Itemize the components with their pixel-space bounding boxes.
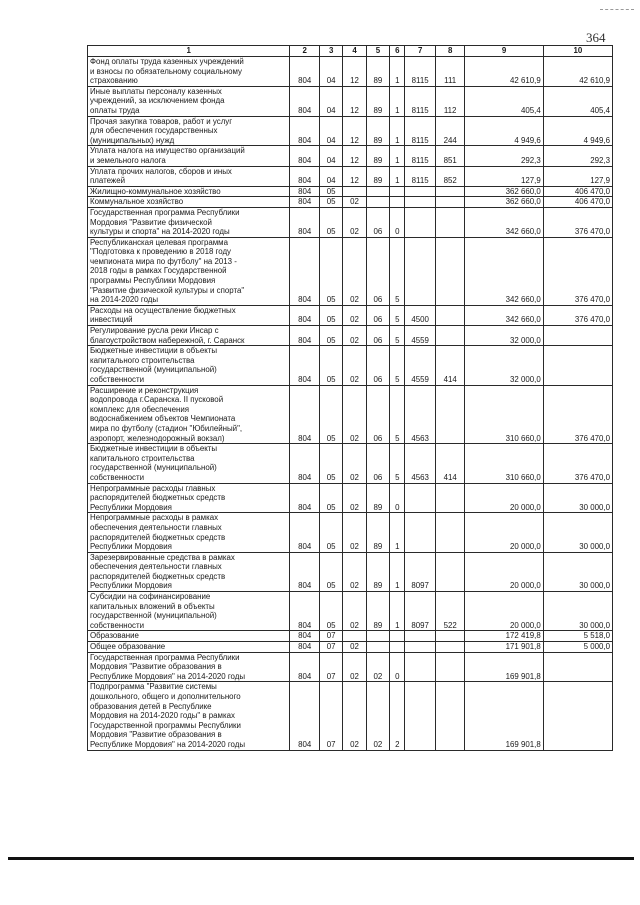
col-program-cell: 89 xyxy=(366,86,389,116)
col-amount-2017-cell: 376 470,0 xyxy=(543,207,612,237)
col-program-cell xyxy=(366,186,389,197)
col-subprogram-cell: 1 xyxy=(390,166,405,186)
row-name-cell: Уплата прочих налогов, сборов и иных платежей xyxy=(88,166,290,186)
col-ministry-cell: 804 xyxy=(290,444,320,483)
col-amount-2016-cell: 42 610,9 xyxy=(465,57,543,87)
col-ministry-cell: 804 xyxy=(290,326,320,346)
col-ministry-cell: 804 xyxy=(290,146,320,166)
col-amount-2016-cell: 342 660,0 xyxy=(465,207,543,237)
row-name-cell: Фонд оплаты труда казенных учреждений и взносы по обязательному социальному страхованию xyxy=(88,57,290,87)
col-subprogram-cell: 1 xyxy=(390,146,405,166)
col-section-cell: 07 xyxy=(319,652,342,682)
col-subsection-cell: 02 xyxy=(343,207,366,237)
row-name-cell: Иные выплаты персоналу казенных учреждений, за исключением фонда оплаты труда xyxy=(88,86,290,116)
col-expense-type-cell xyxy=(435,682,465,750)
col-article-cell: 8115 xyxy=(405,116,436,146)
col-amount-2016-cell: 171 901,8 xyxy=(465,642,543,653)
col-subprogram-cell: 5 xyxy=(390,326,405,346)
col-subsection-cell: 12 xyxy=(343,146,366,166)
table-row xyxy=(88,197,613,208)
col-expense-type-cell: 112 xyxy=(435,86,465,116)
col-ministry-cell: 804 xyxy=(290,186,320,197)
col-subprogram-cell: 1 xyxy=(390,57,405,87)
col-article-cell xyxy=(405,642,436,653)
col-section-cell: 05 xyxy=(319,513,342,552)
col-expense-type-cell xyxy=(435,197,465,208)
table-body xyxy=(88,57,613,751)
row-name-cell: Образование xyxy=(88,631,290,642)
col-ministry-cell: 804 xyxy=(290,116,320,146)
table-row xyxy=(88,326,613,346)
col-ministry-cell: 804 xyxy=(290,237,320,305)
row-name-cell: Республиканская целевая программа "Подготовка к проведению в 2018 году чемпионата мира по футболу" на 2013 - 2018 годы в рамках Государственной программы Республики Мордовия "Развитие физической культуры и спорта" на 2014-2020 годы xyxy=(88,237,290,305)
col-ministry-cell: 804 xyxy=(290,483,320,513)
col-section-cell: 05 xyxy=(319,483,342,513)
col-expense-type-cell xyxy=(435,552,465,591)
col-subprogram-cell: 5 xyxy=(390,385,405,444)
col-amount-2017-cell: 406 470,0 xyxy=(543,186,612,197)
table-row xyxy=(88,385,613,444)
column-header: 1 xyxy=(88,46,290,57)
col-amount-2016-cell: 127,9 xyxy=(465,166,543,186)
col-amount-2016-cell: 20 000,0 xyxy=(465,552,543,591)
column-header: 3 xyxy=(319,46,342,57)
col-amount-2017-cell: 30 000,0 xyxy=(543,513,612,552)
col-program-cell xyxy=(366,631,389,642)
table-row xyxy=(88,592,613,631)
col-ministry-cell: 804 xyxy=(290,385,320,444)
col-article-cell xyxy=(405,513,436,552)
table-header xyxy=(88,46,613,57)
col-subsection-cell xyxy=(343,186,366,197)
col-program-cell: 06 xyxy=(366,326,389,346)
col-ministry-cell: 804 xyxy=(290,207,320,237)
col-program-cell: 06 xyxy=(366,207,389,237)
row-name-cell: Коммунальное хозяйство xyxy=(88,197,290,208)
col-expense-type-cell xyxy=(435,483,465,513)
col-subprogram-cell xyxy=(390,186,405,197)
col-expense-type-cell xyxy=(435,385,465,444)
col-article-cell xyxy=(405,652,436,682)
col-program-cell: 89 xyxy=(366,483,389,513)
col-subprogram-cell: 1 xyxy=(390,513,405,552)
col-amount-2017-cell: 30 000,0 xyxy=(543,592,612,631)
col-amount-2017-cell: 292,3 xyxy=(543,146,612,166)
col-amount-2017-cell: 376 470,0 xyxy=(543,444,612,483)
col-subsection-cell: 02 xyxy=(343,483,366,513)
footer-rule xyxy=(8,857,634,860)
col-article-cell xyxy=(405,483,436,513)
col-section-cell: 05 xyxy=(319,552,342,591)
col-article-cell: 4563 xyxy=(405,385,436,444)
col-expense-type-cell xyxy=(435,237,465,305)
col-article-cell xyxy=(405,631,436,642)
col-program-cell: 89 xyxy=(366,166,389,186)
row-name-cell: Непрограммные расходы главных распорядителей бюджетных средств Республики Мордовия xyxy=(88,483,290,513)
col-expense-type-cell: 852 xyxy=(435,166,465,186)
col-article-cell: 4563 xyxy=(405,444,436,483)
col-amount-2017-cell: 376 470,0 xyxy=(543,237,612,305)
col-amount-2016-cell: 32 000,0 xyxy=(465,326,543,346)
col-amount-2017-cell: 376 470,0 xyxy=(543,385,612,444)
col-article-cell xyxy=(405,682,436,750)
col-expense-type-cell: 851 xyxy=(435,146,465,166)
col-article-cell: 8115 xyxy=(405,166,436,186)
col-amount-2016-cell: 20 000,0 xyxy=(465,513,543,552)
col-section-cell: 04 xyxy=(319,146,342,166)
col-expense-type-cell xyxy=(435,642,465,653)
col-subprogram-cell: 5 xyxy=(390,237,405,305)
col-program-cell xyxy=(366,197,389,208)
table-row xyxy=(88,146,613,166)
col-amount-2016-cell: 342 660,0 xyxy=(465,305,543,325)
col-amount-2017-cell: 5 000,0 xyxy=(543,642,612,653)
col-ministry-cell: 804 xyxy=(290,652,320,682)
col-subprogram-cell: 0 xyxy=(390,207,405,237)
row-name-cell: Бюджетные инвестиции в объекты капитального строительства государственной (муниципальной) собственности xyxy=(88,444,290,483)
col-ministry-cell: 804 xyxy=(290,86,320,116)
col-article-cell xyxy=(405,186,436,197)
col-amount-2017-cell: 30 000,0 xyxy=(543,483,612,513)
col-program-cell: 06 xyxy=(366,237,389,305)
column-header: 6 xyxy=(390,46,405,57)
col-subsection-cell: 12 xyxy=(343,116,366,146)
col-program-cell: 89 xyxy=(366,116,389,146)
col-expense-type-cell: 522 xyxy=(435,592,465,631)
col-article-cell: 8115 xyxy=(405,146,436,166)
col-subprogram-cell: 5 xyxy=(390,346,405,385)
table-row xyxy=(88,237,613,305)
table-row xyxy=(88,642,613,653)
row-name-cell: Расширение и реконструкция водопровода г.Саранска. II пусковой комплекс для обеспечения водоснабжением объектов Чемпионата мира по футболу (стадион "Юбилейный", аэропорт, железнодорожный вокзал) xyxy=(88,385,290,444)
col-subsection-cell: 02 xyxy=(343,513,366,552)
col-article-cell xyxy=(405,207,436,237)
col-program-cell: 02 xyxy=(366,652,389,682)
table-row xyxy=(88,682,613,750)
col-section-cell: 05 xyxy=(319,346,342,385)
col-article-cell: 4559 xyxy=(405,326,436,346)
col-amount-2017-cell: 405,4 xyxy=(543,86,612,116)
budget-table xyxy=(87,45,613,751)
page-number: 364 xyxy=(586,30,606,45)
row-name-cell: Государственная программа Республики Мордовия "Развитие образования в Республике Мордовия" на 2014-2020 годы xyxy=(88,652,290,682)
col-ministry-cell: 804 xyxy=(290,682,320,750)
table-row xyxy=(88,652,613,682)
col-subprogram-cell: 0 xyxy=(390,652,405,682)
col-subsection-cell: 02 xyxy=(343,682,366,750)
col-subsection-cell: 02 xyxy=(343,444,366,483)
col-expense-type-cell xyxy=(435,186,465,197)
table-row xyxy=(88,552,613,591)
col-expense-type-cell xyxy=(435,305,465,325)
col-amount-2017-cell xyxy=(543,346,612,385)
col-ministry-cell: 804 xyxy=(290,57,320,87)
row-name-cell: Бюджетные инвестиции в объекты капитального строительства государственной (муниципальной) собственности xyxy=(88,346,290,385)
table-row xyxy=(88,346,613,385)
col-amount-2017-cell: 30 000,0 xyxy=(543,552,612,591)
col-article-cell: 4500 xyxy=(405,305,436,325)
col-amount-2016-cell: 405,4 xyxy=(465,86,543,116)
column-header: 2 xyxy=(290,46,320,57)
col-article-cell: 8115 xyxy=(405,57,436,87)
col-section-cell: 07 xyxy=(319,631,342,642)
col-amount-2017-cell xyxy=(543,682,612,750)
col-ministry-cell: 804 xyxy=(290,197,320,208)
col-section-cell: 05 xyxy=(319,326,342,346)
col-section-cell: 05 xyxy=(319,592,342,631)
col-subprogram-cell: 5 xyxy=(390,305,405,325)
col-amount-2016-cell: 20 000,0 xyxy=(465,483,543,513)
table-row xyxy=(88,116,613,146)
col-amount-2016-cell: 4 949,6 xyxy=(465,116,543,146)
col-subsection-cell xyxy=(343,631,366,642)
row-name-cell: Жилищно-коммунальное хозяйство xyxy=(88,186,290,197)
col-section-cell: 07 xyxy=(319,642,342,653)
col-subprogram-cell: 1 xyxy=(390,552,405,591)
col-amount-2017-cell: 4 949,6 xyxy=(543,116,612,146)
row-name-cell: Непрограммные расходы в рамках обеспечения деятельности главных распорядителей бюджетных средств Республики Мордовия xyxy=(88,513,290,552)
row-name-cell: Уплата налога на имущество организаций и земельного налога xyxy=(88,146,290,166)
col-subprogram-cell: 0 xyxy=(390,483,405,513)
col-program-cell: 06 xyxy=(366,385,389,444)
table-row xyxy=(88,166,613,186)
col-subsection-cell: 12 xyxy=(343,86,366,116)
col-program-cell: 89 xyxy=(366,146,389,166)
col-section-cell: 04 xyxy=(319,166,342,186)
col-section-cell: 05 xyxy=(319,237,342,305)
col-subprogram-cell: 1 xyxy=(390,116,405,146)
col-article-cell: 8097 xyxy=(405,552,436,591)
col-article-cell xyxy=(405,237,436,305)
col-amount-2016-cell: 169 901,8 xyxy=(465,682,543,750)
col-amount-2016-cell: 310 660,0 xyxy=(465,444,543,483)
col-ministry-cell: 804 xyxy=(290,346,320,385)
table-row xyxy=(88,483,613,513)
col-article-cell: 8097 xyxy=(405,592,436,631)
col-subprogram-cell: 2 xyxy=(390,682,405,750)
col-amount-2017-cell: 5 518,0 xyxy=(543,631,612,642)
col-subsection-cell: 02 xyxy=(343,305,366,325)
col-subsection-cell: 02 xyxy=(343,326,366,346)
col-amount-2016-cell: 172 419,8 xyxy=(465,631,543,642)
col-amount-2017-cell xyxy=(543,326,612,346)
col-section-cell: 05 xyxy=(319,305,342,325)
col-subprogram-cell: 1 xyxy=(390,592,405,631)
col-program-cell xyxy=(366,642,389,653)
col-article-cell xyxy=(405,197,436,208)
column-header: 8 xyxy=(435,46,465,57)
col-subprogram-cell xyxy=(390,642,405,653)
col-section-cell: 07 xyxy=(319,682,342,750)
col-amount-2017-cell: 127,9 xyxy=(543,166,612,186)
col-amount-2016-cell: 292,3 xyxy=(465,146,543,166)
col-program-cell: 06 xyxy=(366,346,389,385)
col-amount-2017-cell: 42 610,9 xyxy=(543,57,612,87)
col-program-cell: 89 xyxy=(366,592,389,631)
row-name-cell: Регулирование русла реки Инсар с благоустройством набережной, г. Саранск xyxy=(88,326,290,346)
col-expense-type-cell: 244 xyxy=(435,116,465,146)
row-name-cell: Прочая закупка товаров, работ и услуг для обеспечения государственных (муниципальных) нужд xyxy=(88,116,290,146)
col-section-cell: 04 xyxy=(319,116,342,146)
col-section-cell: 05 xyxy=(319,385,342,444)
col-subprogram-cell: 1 xyxy=(390,86,405,116)
col-subsection-cell: 02 xyxy=(343,592,366,631)
column-header: 5 xyxy=(366,46,389,57)
col-subsection-cell: 02 xyxy=(343,346,366,385)
row-name-cell: Расходы на осуществление бюджетных инвестиций xyxy=(88,305,290,325)
col-amount-2016-cell: 362 660,0 xyxy=(465,197,543,208)
column-header: 10 xyxy=(543,46,612,57)
row-name-cell: Государственная программа Республики Мордовия "Развитие физической культуры и спорта" на 2014-2020 годы xyxy=(88,207,290,237)
col-expense-type-cell xyxy=(435,207,465,237)
col-article-cell: 4559 xyxy=(405,346,436,385)
table-row xyxy=(88,186,613,197)
col-expense-type-cell xyxy=(435,631,465,642)
col-amount-2016-cell: 20 000,0 xyxy=(465,592,543,631)
row-name-cell: Подпрограмма "Развитие системы дошкольного, общего и дополнительного образования детей в Республике Мордовия на 2014-2020 годы" в рамках Государственной программы Республики Мордовия "Развитие образования в Республике Мордовия" на 2014-2020 годы xyxy=(88,682,290,750)
col-expense-type-cell: 414 xyxy=(435,346,465,385)
col-section-cell: 05 xyxy=(319,197,342,208)
col-subsection-cell: 02 xyxy=(343,237,366,305)
col-ministry-cell: 804 xyxy=(290,552,320,591)
row-name-cell: Субсидии на софинансирование капитальных вложений в объекты государственной (муниципальной) собственности xyxy=(88,592,290,631)
col-amount-2017-cell: 376 470,0 xyxy=(543,305,612,325)
col-subsection-cell: 12 xyxy=(343,166,366,186)
col-section-cell: 04 xyxy=(319,57,342,87)
col-amount-2017-cell xyxy=(543,652,612,682)
column-header: 9 xyxy=(465,46,543,57)
col-expense-type-cell xyxy=(435,652,465,682)
col-ministry-cell: 804 xyxy=(290,631,320,642)
col-expense-type-cell xyxy=(435,326,465,346)
column-header: 7 xyxy=(405,46,436,57)
column-header: 4 xyxy=(343,46,366,57)
col-program-cell: 06 xyxy=(366,444,389,483)
col-section-cell: 05 xyxy=(319,186,342,197)
col-subprogram-cell: 5 xyxy=(390,444,405,483)
col-ministry-cell: 804 xyxy=(290,513,320,552)
col-section-cell: 05 xyxy=(319,207,342,237)
col-amount-2016-cell: 169 901,8 xyxy=(465,652,543,682)
col-amount-2017-cell: 406 470,0 xyxy=(543,197,612,208)
table-row xyxy=(88,631,613,642)
col-section-cell: 04 xyxy=(319,86,342,116)
col-ministry-cell: 804 xyxy=(290,642,320,653)
col-program-cell: 89 xyxy=(366,57,389,87)
col-expense-type-cell: 111 xyxy=(435,57,465,87)
table-row xyxy=(88,86,613,116)
col-subsection-cell: 12 xyxy=(343,57,366,87)
col-subsection-cell: 02 xyxy=(343,552,366,591)
col-ministry-cell: 804 xyxy=(290,166,320,186)
col-program-cell: 89 xyxy=(366,552,389,591)
col-subprogram-cell xyxy=(390,197,405,208)
col-section-cell: 05 xyxy=(319,444,342,483)
table-row xyxy=(88,305,613,325)
table-row xyxy=(88,207,613,237)
col-ministry-cell: 804 xyxy=(290,305,320,325)
col-amount-2016-cell: 32 000,0 xyxy=(465,346,543,385)
col-article-cell: 8115 xyxy=(405,86,436,116)
col-subsection-cell: 02 xyxy=(343,652,366,682)
col-amount-2016-cell: 310 660,0 xyxy=(465,385,543,444)
col-program-cell: 89 xyxy=(366,513,389,552)
col-subsection-cell: 02 xyxy=(343,642,366,653)
header-row xyxy=(88,46,613,57)
col-subsection-cell: 02 xyxy=(343,385,366,444)
row-name-cell: Зарезервированные средства в рамках обеспечения деятельности главных распорядителей бюджетных средств Республики Мордовия xyxy=(88,552,290,591)
corner-scan-mark xyxy=(600,9,634,10)
col-program-cell: 02 xyxy=(366,682,389,750)
table-row xyxy=(88,57,613,87)
col-expense-type-cell: 414 xyxy=(435,444,465,483)
col-ministry-cell: 804 xyxy=(290,592,320,631)
col-subsection-cell: 02 xyxy=(343,197,366,208)
col-program-cell: 06 xyxy=(366,305,389,325)
table-row xyxy=(88,444,613,483)
col-expense-type-cell xyxy=(435,513,465,552)
col-amount-2016-cell: 342 660,0 xyxy=(465,237,543,305)
col-subprogram-cell xyxy=(390,631,405,642)
table-row xyxy=(88,513,613,552)
col-amount-2016-cell: 362 660,0 xyxy=(465,186,543,197)
row-name-cell: Общее образование xyxy=(88,642,290,653)
